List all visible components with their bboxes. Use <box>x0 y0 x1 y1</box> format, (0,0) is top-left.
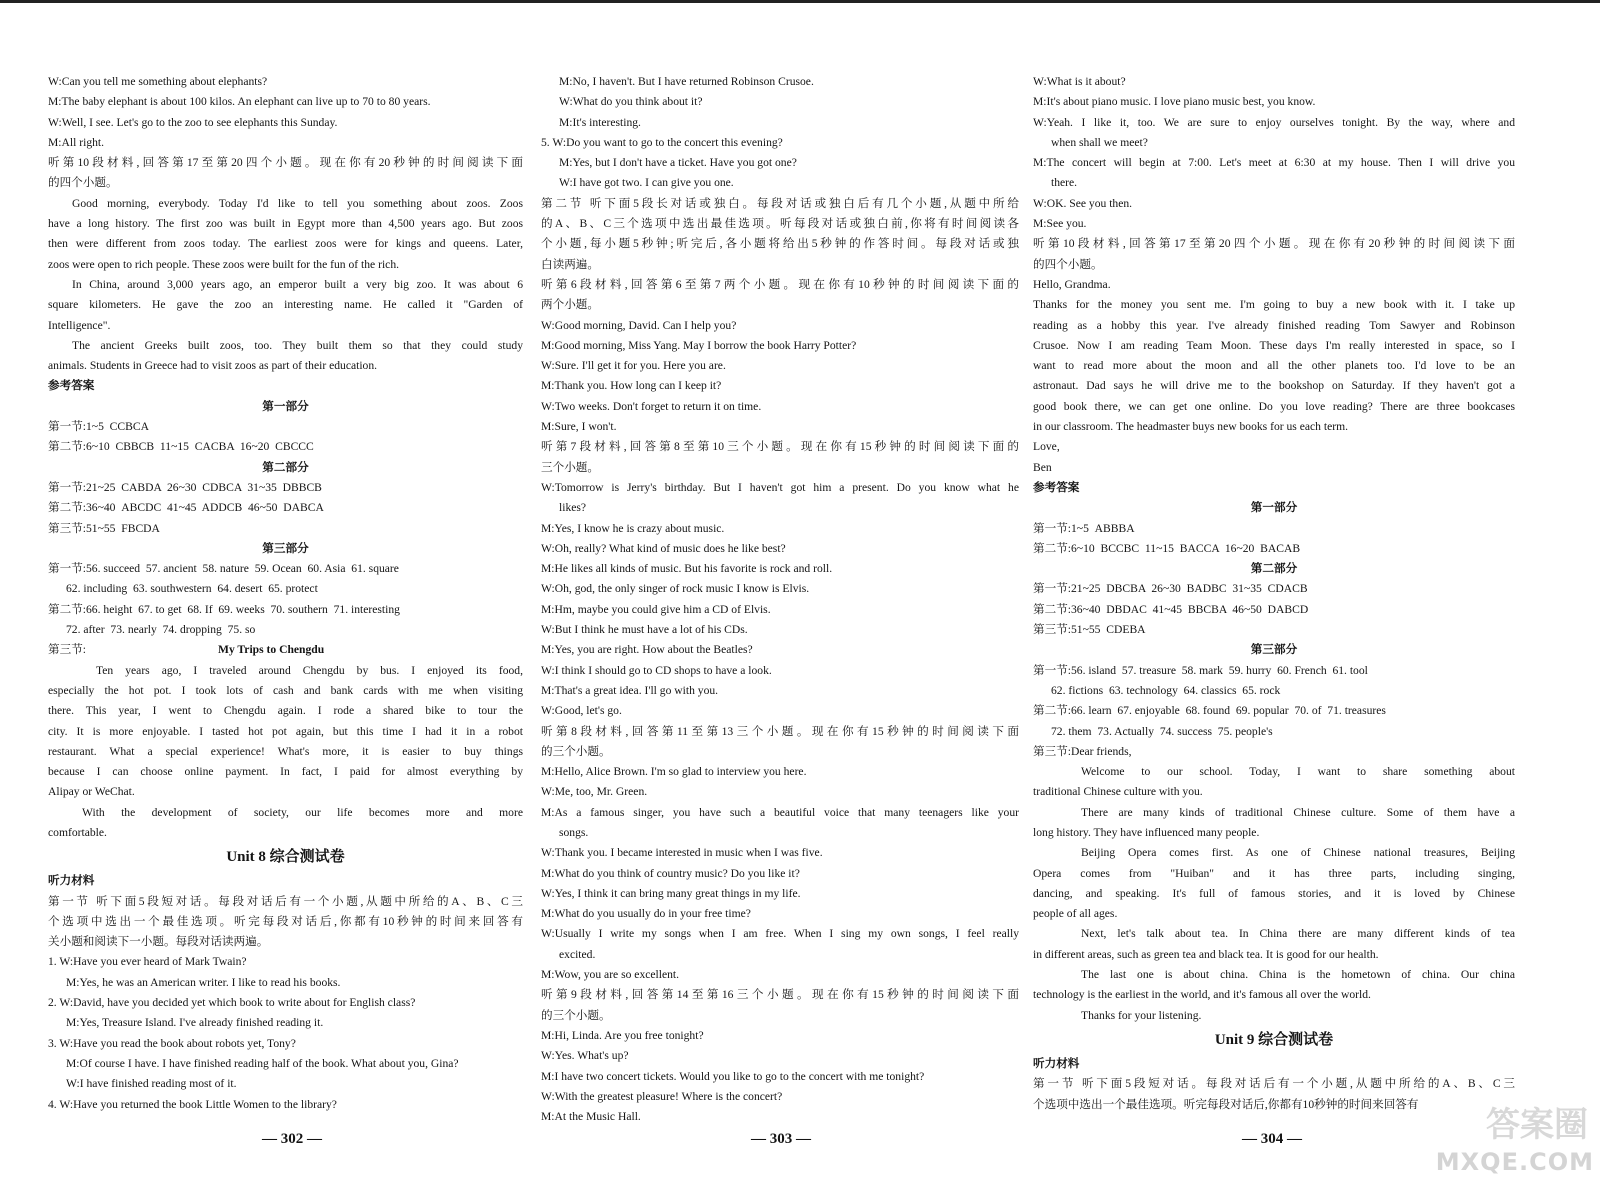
dialogue-line: M:Hi, Linda. Are you free tonight? <box>541 1028 704 1042</box>
passage-line: then were different from zoos today. The earliest zoos were for kings and queens. Later, <box>48 237 523 251</box>
dialogue-line: M:What do you think of country music? Do you like it? <box>541 866 800 880</box>
dialogue-line: W:OK. See you then. <box>1033 196 1133 210</box>
dialogue-line: M:Yes, he was an American writer. I like to read his books. <box>66 975 341 989</box>
dialogue-line: W:What do you think about it? <box>559 95 703 109</box>
instruction-line: 听第8段材料,回答第11至第13三个小题。现在你有15秒钟的时间阅读下面 <box>541 724 1019 738</box>
part-heading: 第一部分 <box>1250 501 1298 515</box>
dialogue-line: M:Yes, but I don't have a ticket. Have you got one? <box>559 156 797 170</box>
passage-line: animals. Students in Greece had to visit zoos as part of their education. <box>48 359 378 373</box>
letter-line: good book there, we can get one online. Do you love reading? There are three bookcases <box>1033 399 1515 413</box>
instruction-line: 个小题,每小题5秒钟;听完后,各小题将给出5秒钟的作答时间。每段对话或独 <box>541 237 1019 251</box>
dialogue-line: 5. W:Do you want to go to the concert this evening? <box>541 135 783 149</box>
essay-line: Alipay or WeChat. <box>48 785 135 799</box>
instruction-line: 听第6段材料,回答第6至第7两个小题。现在你有10秒钟的时间阅读下面的 <box>541 277 1019 291</box>
answer-line: 62. including 63. southwestern 64. desert 65. protect <box>66 582 318 596</box>
letter-line: reading as a hobby this year. I've already finished reading Tom Sawyer and Robinson <box>1033 318 1515 332</box>
speech-line: Opera comes from "Huiban" and it has three parts, including singing, <box>1033 866 1515 880</box>
dialogue-line: M:He likes all kinds of music. But his favorite is rock and roll. <box>541 562 833 576</box>
answer-line: 第三节:51~55 FBCDA <box>48 521 160 535</box>
page-number: — 302 — <box>262 1131 322 1147</box>
answer-line: 72. them 73. Actually 74. success 75. people's <box>1051 724 1273 738</box>
answer-line: 第二节:66. learn 67. enjoyable 68. found 69. popular 70. of 71. treasures <box>1033 704 1386 718</box>
answer-line: 第一节:56. island 57. treasure 58. mark 59. hurry 60. French 61. tool <box>1033 663 1368 677</box>
dialogue-line: W:What is it about? <box>1033 75 1126 88</box>
speech-line: Next, let's talk about tea. In China there are many different kinds of tea <box>1081 927 1515 941</box>
instruction-line: 第二节 听下面5段长对话或独白。每段对话或独白后有几个小题,从题中所给 <box>541 196 1019 210</box>
letter-line: Thanks for the money you sent me. I'm going to buy a new book with it. I take up <box>1033 298 1515 312</box>
dialogue-line: M:The baby elephant is about 100 kilos. An elephant can live up to 70 to 80 years. <box>48 95 431 109</box>
instruction-line: 的四个小题。 <box>1033 257 1103 271</box>
instruction-line: 的三个小题。 <box>541 1008 611 1022</box>
instruction-line: 第一节 听下面5段短对话。每段对话后有一个小题,从题中所给的A、B、C三 <box>1033 1077 1515 1091</box>
essay-line: city. It is more enjoyable. I tasted hot pot again, but this time I had it in a robot <box>48 724 523 738</box>
letter-closing: Love, <box>1033 440 1060 454</box>
instruction-line: 听第10段材料,回答第17至第20四个小题。现在你有20秒钟的时间阅读下面 <box>1033 237 1515 251</box>
page-number: — 303 — <box>751 1131 811 1147</box>
dialogue-line: 2. W:David, have you decided yet which book to write about for English class? <box>48 996 416 1010</box>
answer-line: 第一节:1~5 ABBBA <box>1033 521 1135 535</box>
dialogue-line: W:Usually I write my songs when I am free. When I sing my own songs, I feel really <box>541 927 1019 941</box>
dialogue-line: 1. W:Have you ever heard of Mark Twain? <box>48 955 247 969</box>
watermark-site: MXQE.COM <box>1435 1148 1594 1176</box>
speech-line: There are many kinds of traditional Chinese culture. Some of them have a <box>1081 805 1515 819</box>
speech-line: in different areas, such as green tea and black tea. It is good for our health. <box>1033 947 1379 961</box>
essay-line: because I can choose online payment. In fact, I paid for almost everything by <box>48 765 523 779</box>
letter-signature: Ben <box>1033 460 1052 474</box>
unit-title: Unit 9 综合测试卷 <box>1214 1031 1334 1048</box>
answer-line: 第三节:51~55 CDEBA <box>1033 623 1146 637</box>
dialogue-line: M:Yes, you are right. How about the Beatles? <box>541 643 753 657</box>
speech-line: long history. They have influenced many people. <box>1033 825 1260 839</box>
dialogue-line: M:Hello, Alice Brown. I'm so glad to interview you here. <box>541 765 807 779</box>
part-heading: 第一部分 <box>262 399 309 413</box>
answer-key-heading: 参考答案 <box>48 379 95 393</box>
dialogue-line: M:Good morning, Miss Yang. May I borrow the book Harry Potter? <box>541 338 857 352</box>
dialogue-line: M:See you. <box>1033 217 1087 231</box>
answer-line: 第一节:21~25 CABDA 26~30 CDBCA 31~35 DBBCB <box>48 480 322 494</box>
dialogue-line: W:Good morning, David. Can I help you? <box>541 318 737 332</box>
dialogue-line: songs. <box>559 825 589 839</box>
dialogue-line: M:Of course I have. I have finished reading half of the book. What about you, Gina? <box>66 1056 459 1070</box>
dialogue-line: M:The concert will begin at 7:00. Let's meet at 6:30 at my house. Then I will drive you <box>1033 156 1515 170</box>
instruction-line: 的三个小题。 <box>541 744 611 758</box>
instruction-line: 三个小题。 <box>541 460 599 474</box>
passage-line: zoos were open to rich people. These zoos were built for the fun of the rich. <box>48 257 400 271</box>
dialogue-line: W:Oh, really? What kind of music does he like best? <box>541 541 786 555</box>
dialogue-line: M:Thank you. How long can I keep it? <box>541 379 722 393</box>
instruction-line: 关小题和阅读下一小题。每段对话读两遍。 <box>48 935 269 949</box>
dialogue-line: W:Me, too, Mr. Green. <box>541 785 648 799</box>
letter-line: Crusoe. Now I am reading Team Moon. These days I'm really interested in space, so I <box>1033 338 1515 352</box>
dialogue-line: W:I have finished reading most of it. <box>66 1077 237 1091</box>
listening-heading: 听力材料 <box>1033 1056 1080 1070</box>
dialogue-line: M:Hm, maybe you could give him a CD of Elvis. <box>541 602 771 616</box>
passage-line: have a long history. The first zoo was built in Egypt more than 4,500 years ago. But zoos <box>48 217 523 231</box>
dialogue-line: excited. <box>559 947 596 961</box>
answer-line: 第一节:21~25 DBCBA 26~30 BADBC 31~35 CDACB <box>1033 582 1308 596</box>
answer-key-heading: 参考答案 <box>1033 480 1080 494</box>
dialogue-line: M:Wow, you are so excellent. <box>541 968 680 982</box>
listening-heading: 听力材料 <box>48 874 95 888</box>
essay-title: My Trips to Chengdu <box>218 643 325 657</box>
speech-line: dancing, and speaking. It's full of famous stories, and it is loved by Chinese <box>1033 886 1515 900</box>
top-rule <box>0 0 1600 3</box>
dialogue-line: W:Two weeks. Don't forget to return it on time. <box>541 399 762 413</box>
dialogue-line: W:But I think he must have a lot of his CDs. <box>541 623 748 637</box>
page-number: — 304 — <box>1242 1131 1302 1147</box>
dialogue-line: W:Thank you. I became interested in music when I was five. <box>541 846 823 860</box>
dialogue-line: M:What do you usually do in your free time? <box>541 907 751 921</box>
part-heading: 第三部分 <box>262 541 309 555</box>
dialogue-line: M:Yes, Treasure Island. I've already finished reading it. <box>66 1016 324 1030</box>
dialogue-line: 4. W:Have you returned the book Little Women to the library? <box>48 1097 337 1111</box>
letter-line: want to read more about the moon and all the other planets too. I'd love to be an <box>1033 359 1515 373</box>
dialogue-line: M:It's interesting. <box>559 115 641 129</box>
essay-line: restaurant. What a special experience! What's more, it is easier to buy things <box>48 744 523 758</box>
dialogue-line: W:Well, I see. Let's go to the zoo to see elephants this Sunday. <box>48 115 338 129</box>
speech-line: technology is the earliest in the world, and it's famous all over the world. <box>1033 988 1371 1002</box>
speech-line: 第三节:Dear friends, <box>1033 744 1132 758</box>
passage-line: Good morning, everybody. Today I'd like to tell you something about zoos. Zoos <box>72 196 523 210</box>
instruction-line: 的A、B、C三个选项中选出最佳选项。听每段对话或独白前,你将有时间阅读各 <box>541 217 1019 231</box>
dialogue-line: W:Sure. I'll get it for you. Here you are. <box>541 359 726 373</box>
dialogue-line: M:Yes, I know he is crazy about music. <box>541 521 725 535</box>
unit-title: Unit 8 综合测试卷 <box>226 849 345 866</box>
essay-line: With the development of society, our life becomes more and more <box>82 805 523 819</box>
dialogue-line: M:All right. <box>48 135 105 149</box>
dialogue-line: M:Sure, I won't. <box>541 420 617 434</box>
passage-line: The ancient Greeks built zoos, too. They built them so that they could study <box>72 338 523 352</box>
instruction-line: 第一节 听下面5段短对话。每段对话后有一个小题,从题中所给的A、B、C三 <box>48 894 523 908</box>
passage-line: Intelligence". <box>48 318 111 332</box>
speech-line: The last one is about china. China is the hometown of china. Our china <box>1081 968 1515 982</box>
section-label: 第三节: <box>48 643 87 657</box>
dialogue-line: M:It's about piano music. I love piano music best, you know. <box>1033 95 1316 109</box>
dialogue-line: W:I have got two. I can give you one. <box>559 176 734 190</box>
passage-line: In China, around 3,000 years ago, an emperor built a very big zoo. It was about 6 <box>72 277 523 291</box>
essay-line: comfortable. <box>48 825 107 839</box>
answer-line: 62. fictions 63. technology 64. classics 65. rock <box>1051 683 1281 697</box>
passage-line: square kilometers. He gave the zoo an interesting name. He called it "Garden of <box>48 298 523 312</box>
page-302-column <box>48 72 523 1115</box>
watermark-logo: 答案圈 <box>1486 1105 1588 1145</box>
instruction-line: 听第10段材料,回答第17至第20四个小题。现在你有20秒钟的时间阅读下面 <box>48 156 523 170</box>
instruction-line: 的四个小题。 <box>48 176 118 190</box>
dialogue-line: M:As a famous singer, you have such a beautiful voice that many teenagers like your <box>541 805 1019 819</box>
dialogue-line: W:I think I should go to CD shops to have a look. <box>541 663 772 677</box>
dialogue-line: W:Yeah. I like it, too. We are sure to enjoy ourselves tonight. By the way, where and <box>1033 115 1515 129</box>
dialogue-line: W:Can you tell me something about elephants? <box>48 75 268 88</box>
instruction-line: 听第9段材料,回答第14至第16三个小题。现在你有15秒钟的时间阅读下面 <box>541 988 1019 1002</box>
dialogue-line: 3. W:Have you read the book about robots yet, Tony? <box>48 1036 296 1050</box>
dialogue-line: W:Oh, god, the only singer of rock music I know is Elvis. <box>541 582 810 596</box>
dialogue-line: W:Yes. What's up? <box>541 1049 629 1063</box>
part-heading: 第二部分 <box>1250 562 1298 576</box>
dialogue-line: W:Good, let's go. <box>541 704 622 718</box>
part-heading: 第二部分 <box>262 460 309 474</box>
dialogue-line: W:Tomorrow is Jerry's birthday. But I haven't got him a present. Do you know what he <box>541 480 1019 494</box>
answer-line: 第二节:36~40 DBDAC 41~45 BBCBA 46~50 DABCD <box>1033 602 1309 616</box>
speech-line: Thanks for your listening. <box>1081 1008 1202 1022</box>
dialogue-line: M:That's a great idea. I'll go with you. <box>541 683 719 697</box>
speech-line: traditional Chinese culture with you. <box>1033 785 1203 799</box>
instruction-line: 个选项中选出一个最佳选项。听完每段对话后,你都有10秒钟的时间来回答有 <box>1033 1097 1419 1111</box>
instruction-line: 个选项中选出一个最佳选项。听完每段对话后,你都有10秒钟的时间来回答有 <box>48 914 523 928</box>
dialogue-line: M:I have two concert tickets. Would you like to go to the concert with me tonight? <box>541 1069 925 1083</box>
essay-line: Ten years ago, I traveled around Chengdu by bus. I enjoyed its food, <box>96 663 523 677</box>
answer-line: 第二节:6~10 CBBCB 11~15 CACBA 16~20 CBCCC <box>48 440 314 454</box>
speech-line: Beijing Opera comes first. As one of Chinese national treasures, Beijing <box>1081 846 1515 860</box>
dialogue-line: W:Yes, I think it can bring many great things in my life. <box>541 886 801 900</box>
speech-line: Welcome to our school. Today, I want to share something about <box>1081 765 1515 779</box>
writing-header <box>48 640 523 660</box>
answer-line: 第一节:56. succeed 57. ancient 58. nature 59. Ocean 60. Asia 61. square <box>48 562 399 576</box>
dialogue-line: there. <box>1051 176 1078 190</box>
dialogue-line: likes? <box>559 501 587 515</box>
answer-line: 第一节:1~5 CCBCA <box>48 420 149 434</box>
speech-line: people of all ages. <box>1033 907 1118 921</box>
essay-line: especially the hot pot. I took lots of cash and bank cards with me when visiting <box>48 683 523 697</box>
dialogue-line: M:At the Music Hall. <box>541 1110 641 1124</box>
dialogue-line: M:No, I haven't. But I have returned Robinson Crusoe. <box>559 75 814 88</box>
instruction-line: 听第7段材料,回答第8至第10三个小题。现在你有15秒钟的时间阅读下面的 <box>541 440 1019 454</box>
instruction-line: 两个小题。 <box>541 298 599 312</box>
dialogue-line: W:With the greatest pleasure! Where is the concert? <box>541 1089 783 1103</box>
part-heading: 第三部分 <box>1250 643 1298 657</box>
letter-greeting: Hello, Grandma. <box>1033 277 1111 291</box>
letter-line: in our classroom. The headmaster buys new books for us each term. <box>1033 420 1348 434</box>
answer-line: 第二节:66. height 67. to get 68. If 69. weeks 70. southern 71. interesting <box>48 602 400 616</box>
answer-line: 第二节:6~10 BCCBC 11~15 BACCA 16~20 BACAB <box>1033 541 1301 555</box>
letter-line: astronaut. Dad says he will drive me to the bookshop on Saturday. If they haven't got a <box>1033 379 1515 393</box>
instruction-line: 白读两遍。 <box>541 257 599 271</box>
answer-line: 72. after 73. nearly 74. dropping 75. so <box>66 623 256 637</box>
dialogue-line: when shall we meet? <box>1051 135 1148 149</box>
essay-line: there. This year, I went to Chengdu again. I rode a shared bike to tour the <box>48 704 523 718</box>
page-304-column <box>1033 72 1515 1115</box>
answer-line: 第二节:36~40 ABCDC 41~45 ADDCB 46~50 DABCA <box>48 501 324 515</box>
page-303-column <box>541 72 1019 1127</box>
